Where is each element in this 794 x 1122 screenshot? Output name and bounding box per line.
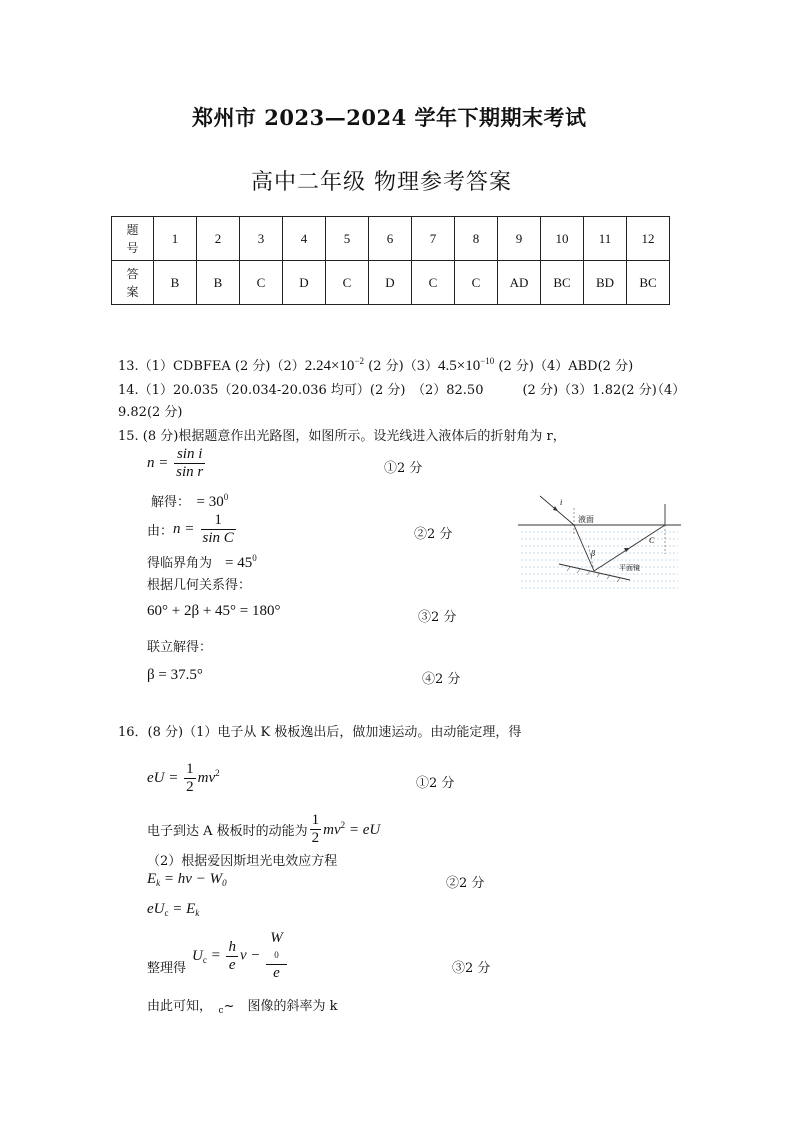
q15-eq4: β = 37.5° [147,667,203,683]
q16-conclusion: 由此可知， $_c$~ 图像的斜率为 k [147,999,338,1016]
table-cell: 5 [326,217,369,261]
table-cell: D [283,261,326,305]
table-cell: C [412,261,455,305]
exam-subtitle: 高中二年级 物理参考答案 [251,170,512,195]
table-cell: 10 [541,217,584,261]
table-cell: AD [498,261,541,305]
table-cell: BD [584,261,627,305]
q15-eq3: 60° + 2β + 45° = 180° [147,603,281,619]
q15-eq2: 由：n = $\frac{1}{\text{sin C}}$ [147,512,234,546]
q16-mark3: ③2 分 [452,961,491,976]
q16-arrange-label: 整理得 [147,961,187,976]
table-row-numbers [112,217,670,261]
q15-intro: 15. (8 分)根据题意作出光路图，如图所示。设光线进入液体后的折射角为 r， [118,429,566,444]
table-cell: B [197,261,240,305]
label-i: i [560,498,563,507]
table-cell: B [154,261,197,305]
label-C: C [649,536,655,545]
q16-mark2: ②2 分 [446,876,485,891]
table-cell: 11 [584,217,627,261]
table-header-number: 题号 [112,217,154,261]
q16-mark1: ①2 分 [416,776,455,791]
table-cell: 7 [412,217,455,261]
table-cell: C [240,261,283,305]
table-cell: 2 [197,217,240,261]
q15-critical: 得临界角为 = $45^0$ [147,553,257,571]
label-plane-mirror: 平面镜 [619,564,640,572]
table-cell: 9 [498,217,541,261]
exam-title: 郑州市 2023—2024 学年下期期末考试 [192,105,587,130]
table-cell: C [326,261,369,305]
table-cell: BC [627,261,670,305]
table-cell: D [369,261,412,305]
q15-mark4: ④2 分 [422,672,461,687]
q15-mark1: ①2 分 [384,461,423,476]
q14-line2: 9.82(2 分) [118,405,183,420]
q16-eq4: $U_c$ = $\frac{h}{e}$ ν − W 0 e [192,930,289,982]
q16-part2: （2）根据爱因斯坦光电效应方程 [147,854,338,869]
table-cell: C [455,261,498,305]
table-cell: 6 [369,217,412,261]
table-cell: 12 [627,217,670,261]
q15-geometry-label: 根据几何关系得： [147,578,252,593]
q14-line1-tail: （4） [651,383,686,398]
q16-kinetic-energy: 电子到达 A 极板时的动能为 $\frac{1}{2}$ $mv^2$ = eU [147,812,381,846]
q15-mark3: ③2 分 [418,610,457,625]
q15-solve: 解得： = $30^0$ [151,492,229,510]
table-cell: 4 [283,217,326,261]
label-liquid-surface: 液面 [578,515,594,524]
q15-combined-label: 联立解得： [147,640,213,655]
table-cell: 3 [240,217,283,261]
q13-line: 13.（1）CDBFEA (2 分)$(2)2.24\times 10^{-2}$ (2 分)$(3)4.5\times 10^{-10}$ (2 分)（4）ABD(2 分) [118,356,634,374]
label-beta: β [591,549,595,558]
table-header-answer: 答案 [112,261,154,305]
table-cell: 8 [455,217,498,261]
table-cell: 1 [154,217,197,261]
answer-table [111,216,670,305]
q16-intro: 16．(8 分)（1）电子从 K 极板逸出后，做加速运动。由动能定理，得 [118,725,522,740]
q14-line1: 14.（1）20.035（20.034-20.036 均可）(2 分) （2）82.50 (2 分)（3）1.82(2 分) [118,383,657,398]
table-cell: BC [541,261,584,305]
q15-eq1: n = $\frac{\text{sin i}}{\text{sin r}}$ [147,446,204,480]
light-path-figure [518,494,681,592]
q16-eq2: $E_k = h\nu - W_0$ [147,871,227,888]
q15-mark2: ②2 分 [414,527,453,542]
table-row-answers [112,261,670,305]
q16-eq3: $eU_c = E_k$ [147,901,200,918]
q16-eq1: eU = $\frac{1}{2}$ $mv^2$ [147,761,220,795]
